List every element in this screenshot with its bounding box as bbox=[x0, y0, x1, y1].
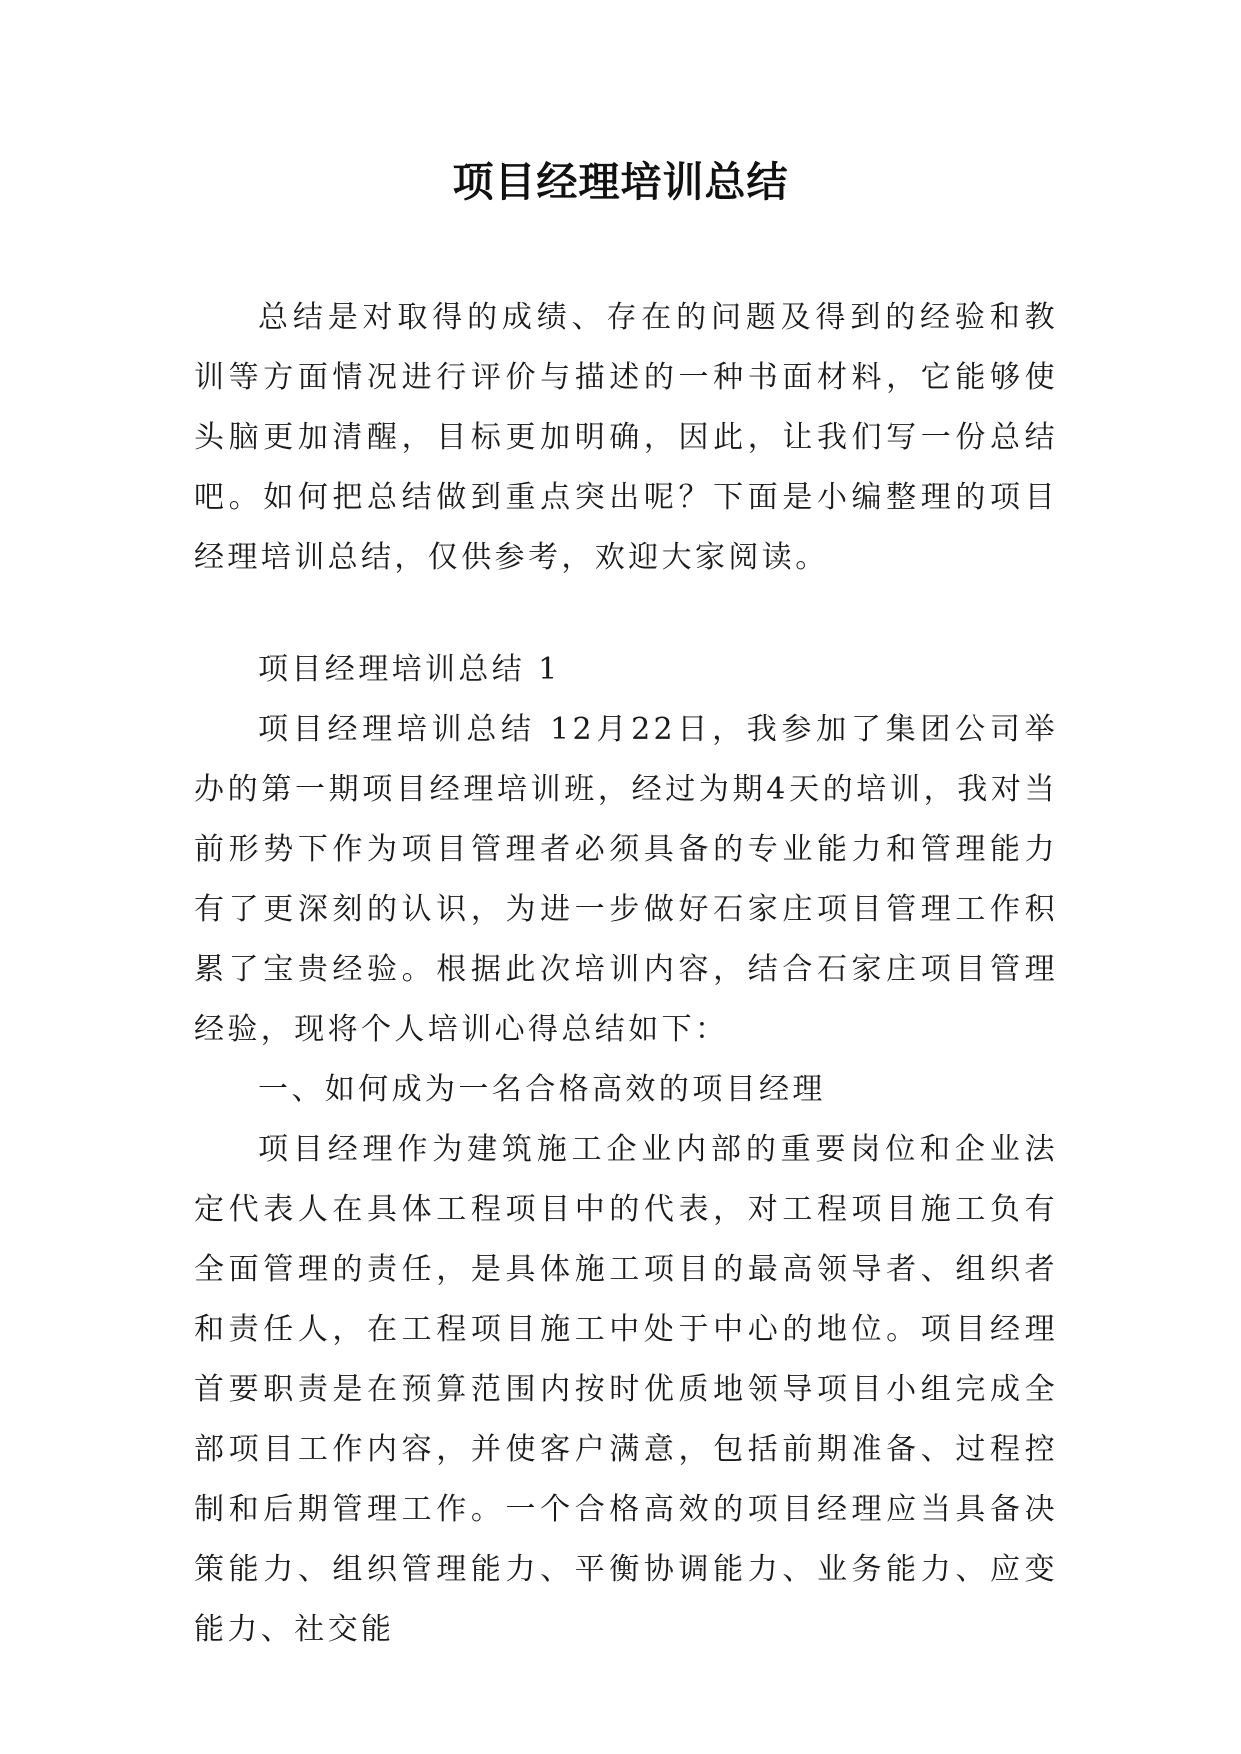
body-paragraph-1: 项目经理培训总结 12月22日，我参加了集团公司举办的第一期项目经理培训班，经过为期4天的培训，我对当前形势下作为项目管理者必须具备的专业能力和管理能力有了更深刻的认识，为进一步做好石家庄项目管理工作积累了宝贵经验。根据此次培训内容，结合石家庄项目管理经验，现将个人培训心得总结如下： bbox=[194, 712, 1058, 1047]
subheading-1: 一、如何成为一名合格高效的项目经理 bbox=[258, 1072, 826, 1107]
intro-paragraph: 总结是对取得的成绩、存在的问题及得到的经验和教训等方面情况进行评价与描述的一种书面材料，它能够使头脑更加清醒，目标更加明确，因此，让我们写一份总结吧。如何把总结做到重点突出呢？下面是小编整理的项目经理培训总结，仅供参考，欢迎大家阅读。 bbox=[194, 300, 1058, 575]
document-title: 项目经理培训总结 bbox=[452, 158, 789, 206]
intro-block bbox=[194, 288, 1058, 588]
section-heading: 项目经理培训总结 1 bbox=[258, 652, 561, 687]
section-block bbox=[194, 640, 1058, 1660]
body-paragraph-2: 项目经理作为建筑施工企业内部的重要岗位和企业法定代表人在具体工程项目中的代表，对工程项目施工负有全面管理的责任，是具体施工项目的最高领导者、组织者和责任人，在工程项目施工中处于中心的地位。项目经理首要职责是在预算范围内按时优质地领导项目小组完成全部项目工作内容，并使客户满意，包括前期准备、过程控制和后期管理工作。一个合格高效的项目经理应当具备决策能力、组织管理能力、平衡协调能力、业务能力、应变能力、社交能 bbox=[194, 1132, 1058, 1647]
